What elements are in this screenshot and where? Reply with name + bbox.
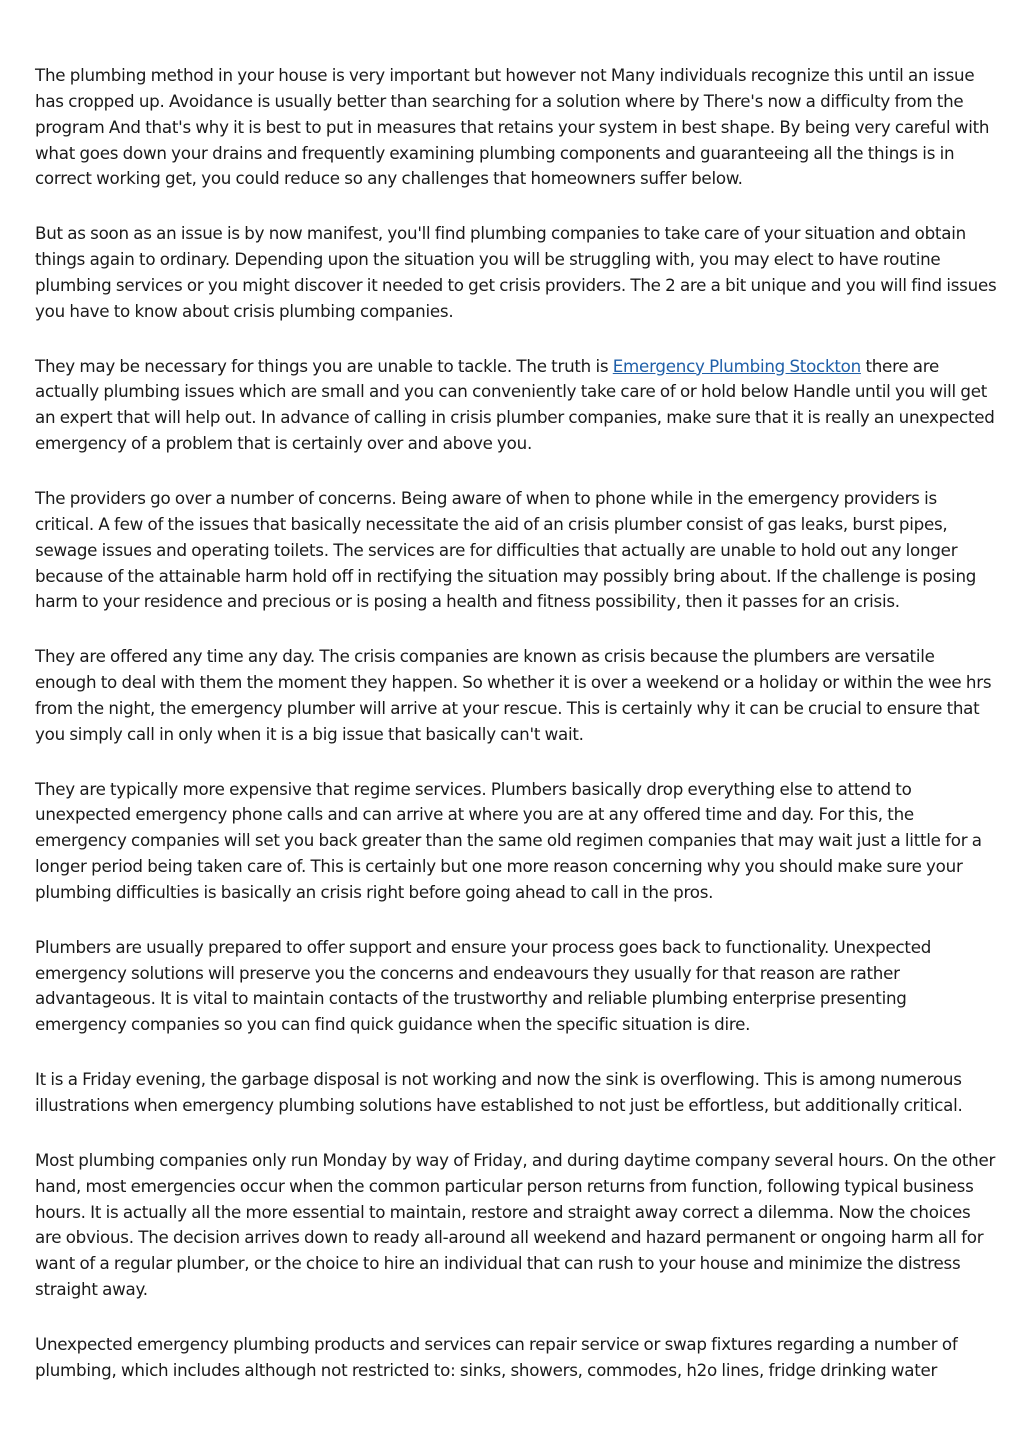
paragraph-9-text: Most plumbing companies only run Monday by way of Friday, and during daytime company several hours. On the other hand, most emergencies occur when the common particular person returns from function, following typical business hours. It is actually all the more essential to maintain, restore and straight away correct a dilemma. Now the choices are obvious. The decision arrives down to ready all-around all weekend and hazard permanent or ongoing harm all for want of a regular plumber, or the choice to hire an individual that can rush to your house and minimize the distress straight away.	[35, 1149, 996, 1300]
paragraph-5	[35, 644, 997, 747]
paragraph-7-text: Plumbers are usually prepared to offer support and ensure your process goes back to functionality. Unexpected emergency solutions will preserve you the concerns and endeavours they usually for that reason are rather advantageous. It is vital to maintain contacts of the trustworthy and reliable plumbing enterprise presenting emergency companies so you can find quick guidance when the specific situation is dire.	[35, 936, 932, 1035]
paragraph-7	[35, 935, 997, 1038]
paragraph-2-text: But as soon as an issue is by now manifest, you'll find plumbing companies to take care of your situation and obtain things again to ordinary. Depending upon the situation you will be struggling with, you may elect to have routine plumbing services or you might discover it needed to get crisis providers. The 2 are a bit unique and you will find issues you have to know about crisis plumbing companies.	[35, 223, 997, 321]
paragraph-8-text: It is a Friday evening, the garbage disposal is not working and now the sink is overflowing. This is among numerous illustrations when emergency plumbing solutions have established to not just be effortless, but additionally critical.	[35, 1069, 963, 1115]
paragraph-10-text: Unexpected emergency plumbing products and services can repair service or swap fixtures regarding a number of plumbing, which includes although not restricted to: sinks, showers, commodes, h2o lines, fridge drinking water	[35, 1333, 958, 1380]
paragraph-3	[35, 354, 997, 457]
paragraph-1-text: The plumbing method in your house is very important but however not Many individuals recognize this until an issue has cropped up. Avoidance is usually better than searching for a solution where by There's now a difficulty from the program And that's why it is best to put in measures that retains your system in best shape. By being very careful with what goes down your drains and frequently examining plumbing components and guaranteeing all the things is in correct working get, you could reduce so any challenges that homeowners suffer below.	[35, 65, 990, 189]
paragraph-10	[35, 1332, 997, 1384]
emergency-plumbing-stockton-link[interactable]: Emergency Plumbing Stockton	[612, 355, 861, 376]
paragraph-9	[35, 1148, 997, 1303]
paragraph-4-text: The providers go over a number of concerns. Being aware of when to phone while in the emergency providers is critical. A few of the issues that basically necessitate the aid of an crisis plumber consist of gas leaks, burst pipes, sewage issues and operating toilets. The services are for difficulties that actually are unable to hold out any longer because of the attainable harm hold off in rectifying the situation may possibly bring about. If the challenge is posing harm to your residence and precious or is posing a health and fitness possibility, then it passes for an crisis.	[35, 487, 977, 612]
paragraph-5-text: They are offered any time any day. The crisis companies are known as crisis because the plumbers are versatile enough to deal with them the moment they happen. So whether it is over a weekend or a holiday or within the wee hrs from the night, the emergency plumber will arrive at your rescue. This is certainly why it can be crucial to ensure that you simply call in only when it is a big issue that basically can't wait.	[35, 646, 992, 744]
paragraph-3-text-after: there are actually plumbing issues which are small and you can conveniently take care of or hold below Handle until you will get an expert that will help out. In advance of calling in crisis plumber companies, make sure that it is really an unexpected emergency of a problem that is certainly over and above you.	[35, 355, 995, 454]
paragraph-3-text-before: They may be necessary for things you are unable to tackle. The truth is	[35, 355, 613, 376]
paragraph-6	[35, 777, 997, 906]
paragraph-4	[35, 486, 997, 615]
paragraph-1	[35, 63, 997, 192]
paragraph-2	[35, 221, 997, 324]
paragraph-6-text: They are typically more expensive that regime services. Plumbers basically drop everything else to attend to unexpected emergency phone calls and can arrive at where you are at any offered time and day. For this, the emergency companies will set you back greater than the same old regimen companies that may wait just a little for a longer period being taken care of. This is certainly but one more reason concerning why you should make sure your plumbing difficulties is basically an crisis right before going ahead to call in the pros.	[35, 778, 982, 902]
paragraph-8	[35, 1067, 997, 1119]
document-body	[35, 63, 997, 1413]
